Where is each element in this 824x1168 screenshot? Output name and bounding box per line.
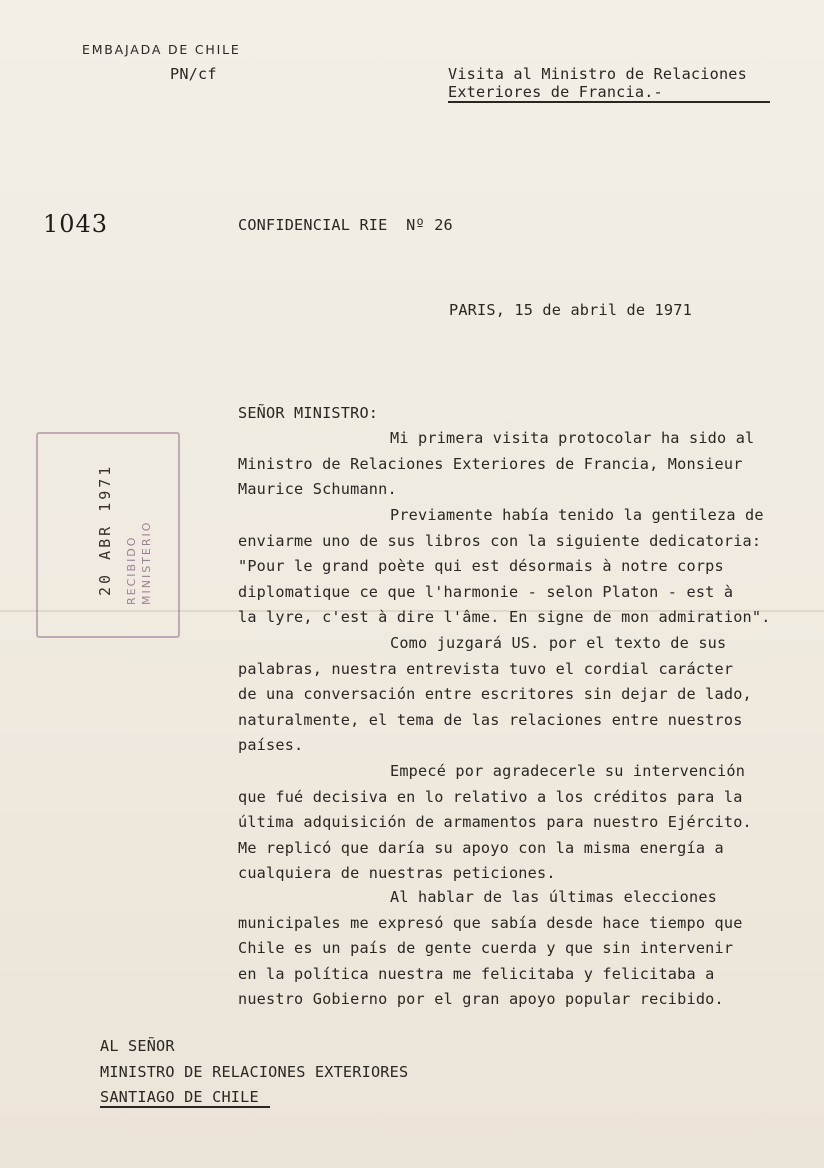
addressee-line-1: AL SEÑOR — [100, 1037, 175, 1055]
addressee-underline — [100, 1106, 270, 1108]
text-line: Me replicó que daría su apoyo con la misma energía a — [238, 838, 724, 857]
text-line: Como juzgará US. por el texto de sus — [390, 634, 727, 652]
document-number: 1043 — [43, 210, 109, 238]
text-line: enviarme uno de sus libros con la siguiente dedicatoria: — [238, 531, 762, 550]
paragraph-4 — [238, 759, 818, 887]
text-line: Mi primera visita protocolar ha sido al — [390, 429, 755, 447]
reference-code: PN/cf — [170, 65, 217, 83]
text-line: nuestro Gobierno por el gran apoyo popular recibido. — [238, 990, 724, 1009]
text-line: que fué decisiva en lo relativo a los créditos para la — [238, 787, 743, 806]
text-line: Chile es un país de gente cuerda y que sin intervenir — [238, 939, 734, 958]
text-line: municipales me expresó que sabía desde hace tiempo que — [238, 913, 743, 932]
text-line: naturalmente, el tema de las relaciones entre nuestros — [238, 710, 743, 729]
addressee-line-2: MINISTRO DE RELACIONES EXTERIORES — [100, 1063, 409, 1081]
addressee-line-3: SANTIAGO DE CHILE — [100, 1088, 259, 1106]
embassy-header: EMBAJADA DE CHILE — [82, 42, 241, 57]
text-line: de una conversación entre escritores sin dejar de lado, — [238, 685, 752, 704]
text-line: en la política nuestra me felicitaba y felicitaba a — [238, 964, 715, 983]
subject-line-1: Visita al Ministro de Relaciones — [448, 65, 747, 83]
salutation: SEÑOR MINISTRO: — [238, 404, 379, 422]
text-line: Maurice Schumann. — [238, 480, 397, 499]
stamp-text: RECIBIDO MINISTERIO — [125, 520, 153, 605]
text-line: Ministro de Relaciones Exteriores de Francia, Monsieur — [238, 454, 743, 473]
classification: CONFIDENCIAL RIE Nº 26 — [238, 216, 453, 234]
text-line: palabras, nuestra entrevista tuvo el cordial carácter — [238, 659, 734, 678]
subject-line-2: Exteriores de Francia.- — [448, 83, 663, 101]
stamp-date: 20 ABR 1971 — [96, 463, 114, 596]
text-line: la lyre, c'est à dire l'âme. En signe de mon admiration". — [238, 608, 771, 627]
paragraph-2 — [238, 503, 818, 631]
text-line: cualquiera de nuestras peticiones. — [238, 864, 556, 883]
paragraph-1 — [238, 426, 818, 503]
text-line: Al hablar de las últimas elecciones — [390, 888, 718, 906]
text-line: países. — [238, 736, 304, 755]
subject-underline — [448, 101, 770, 103]
date-line: PARIS, 15 de abril de 1971 — [449, 301, 692, 319]
paragraph-5 — [238, 885, 818, 1013]
text-line: "Pour le grand poète qui est désormais à notre corps — [238, 557, 724, 576]
text-line: diplomatique ce que l'harmonie - selon Platon - est à — [238, 582, 734, 601]
text-line: Previamente había tenido la gentileza de — [390, 506, 764, 524]
paragraph-3 — [238, 631, 818, 759]
text-line: última adquisición de armamentos para nuestro Ejército. — [238, 813, 752, 832]
text-line: Empecé por agradecerle su intervención — [390, 762, 746, 780]
